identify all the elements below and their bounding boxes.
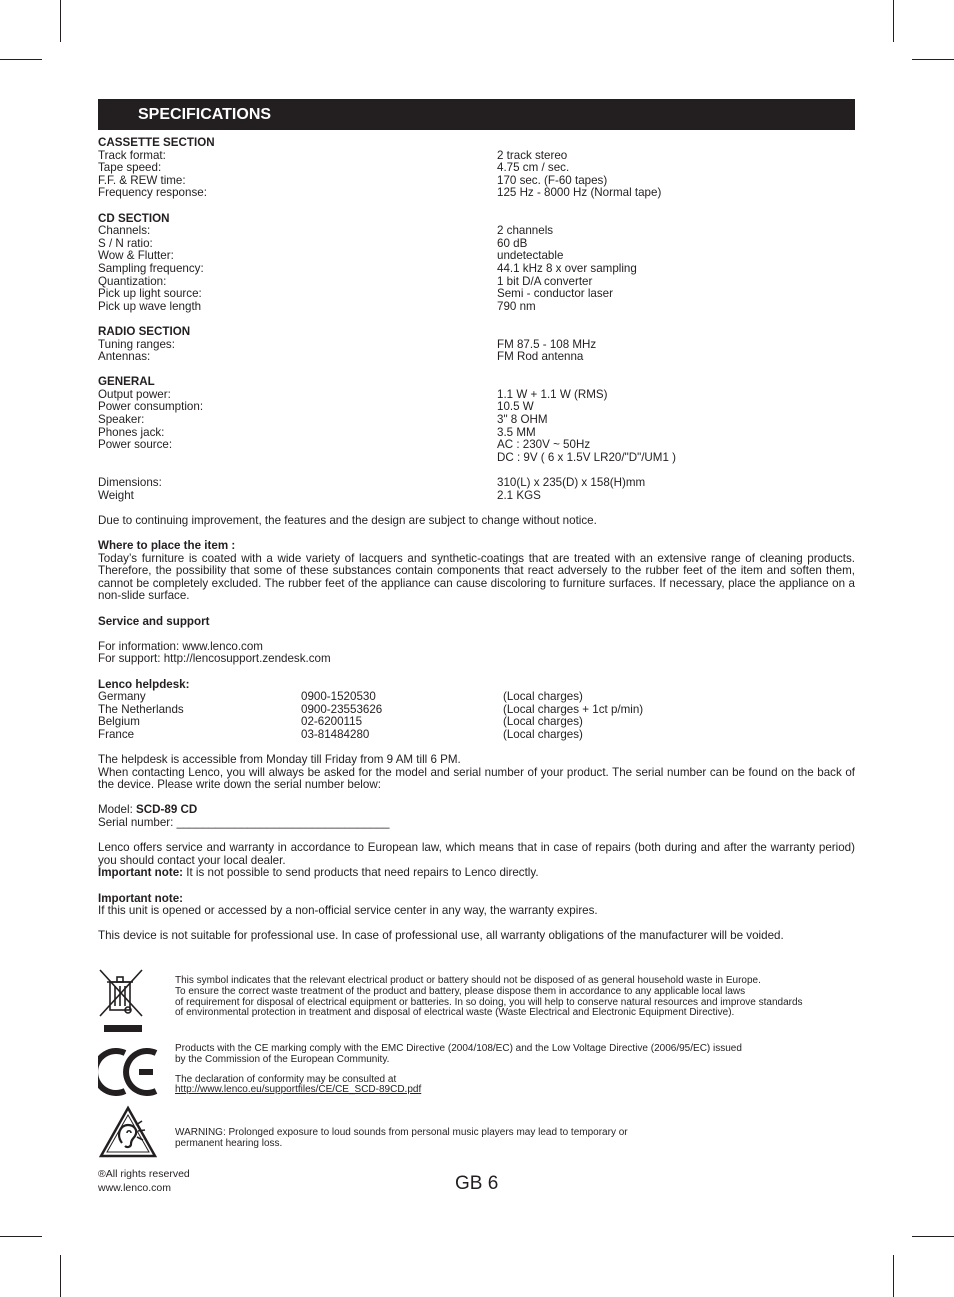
spec-value: 3.5 MM	[497, 425, 536, 439]
spec-value: 310(L) x 235(D) x 158(H)mm	[497, 476, 646, 490]
spec-row	[98, 301, 855, 314]
spec-label: Phones jack:	[98, 425, 165, 439]
placement-body: Today’s furniture is coated with a wide variety of lacquers and synthetic-coatings that are treated with an extensive range of cleaning products. Therefore, the possibility that some of these substances contain components that react adversely to the rubber feet of the item and soften them, cannot be completely excluded. The rubber feet of the appliance can cause discoloring to furniture surfaces. If necessary, place the appliance on a non-slide surface.	[98, 551, 855, 603]
spec-value: 60 dB	[497, 236, 528, 250]
spec-value: undetectable	[497, 249, 564, 263]
serial-line	[98, 817, 855, 830]
spec-value: 1.1 W + 1.1 W (RMS)	[497, 387, 608, 401]
ce-text	[175, 1044, 742, 1096]
weee-line: To ensure the correct waste treatment of the product and battery, please dispose them in accordance to any applicable local laws	[175, 985, 746, 997]
crop-mark	[60, 0, 61, 42]
placement-title: Where to place the item :	[98, 539, 236, 552]
hearing-warning-icon	[98, 1105, 158, 1163]
spec-label: Antennas:	[98, 350, 151, 364]
serial-label: Serial number:	[98, 816, 177, 830]
spec-row	[98, 238, 855, 251]
helpdesk-phone: 03-81484280	[301, 727, 370, 741]
spec-value: FM 87.5 - 108 MHz	[497, 337, 597, 351]
radio-section-title: RADIO SECTION	[98, 324, 191, 338]
spec-row	[98, 452, 855, 465]
professional-use-notice: This device is not suitable for professional use. In case of professional use, all warranty obligations of the manufacturer will be voided.	[98, 929, 784, 943]
hearing-warning-text	[175, 1128, 628, 1150]
spec-row	[98, 339, 855, 352]
ce-line: Products with the CE marking comply with the EMC Directive (2004/108/EC) and the Low Voltage Directive (2006/95/EC) issued	[175, 1043, 742, 1054]
weee-notice	[98, 968, 855, 1034]
ce-line: by the Commission of the European Community.	[175, 1053, 390, 1065]
important-note-text: If this unit is opened or accessed by a non-official service center in any way, the warranty expires.	[98, 904, 598, 918]
spec-label: Pick up light source:	[98, 287, 202, 301]
spec-label: Dimensions:	[98, 476, 162, 490]
spec-label: F.F. & REW time:	[98, 173, 186, 187]
spec-row	[98, 250, 855, 263]
warranty-important	[98, 867, 855, 880]
spec-value: AC : 230V ~ 50Hz	[497, 438, 591, 452]
service-support: For support: http://lencosupport.zendesk.com	[98, 652, 331, 666]
ce-line: The declaration of conformity may be consulted at	[175, 1073, 397, 1085]
spec-row	[98, 187, 855, 200]
spec-label: Tape speed:	[98, 161, 162, 175]
ce-mark-icon	[98, 1046, 160, 1102]
spec-value: Semi - conductor laser	[497, 287, 613, 301]
spec-value: 3" 8 OHM	[497, 413, 548, 427]
helpdesk-phone: 02-6200115	[301, 715, 363, 729]
spec-row	[98, 490, 855, 503]
spec-value: 4.75 cm / sec.	[497, 161, 570, 175]
spec-row	[98, 389, 855, 402]
ce-notice	[98, 1043, 855, 1099]
spec-row	[98, 150, 855, 163]
helpdesk-row	[98, 716, 855, 729]
spec-value: FM Rod antenna	[497, 350, 584, 364]
serial-blank: _________________________________	[176, 816, 390, 830]
hearing-warning-notice	[98, 1105, 855, 1159]
spec-label: Channels:	[98, 224, 151, 238]
spec-label: Speaker:	[98, 413, 145, 427]
helpdesk-country: The Netherlands	[98, 702, 184, 716]
weee-line: of requirement for disposal of electrical equipment or batteries. In so doing, you will help to conserve natural resources and improve standards	[175, 996, 803, 1008]
weee-line: This symbol indicates that the relevant electrical product or battery should not be disposed of as general household waste in Europe.	[175, 975, 761, 986]
helpdesk-contact: When contacting Lenco, you will always be asked for the model and serial number of your product. The serial number can be found on the back of the device. Please write down the serial number below:	[98, 765, 855, 792]
crop-mark	[60, 1255, 61, 1297]
important-note-title: Important note:	[98, 891, 184, 905]
spec-label: Tuning ranges:	[98, 337, 175, 351]
page-number: GB 6	[455, 1173, 499, 1194]
spec-label: Frequency response:	[98, 186, 207, 200]
service-title: Service and support	[98, 614, 210, 628]
spec-label: Output power:	[98, 387, 171, 401]
model-label: Model:	[98, 803, 137, 817]
spec-value: 790 nm	[497, 299, 536, 313]
helpdesk-row	[98, 691, 855, 704]
model-value: SCD-89 CD	[136, 803, 198, 817]
spec-row	[98, 288, 855, 301]
spec-label: Weight	[98, 488, 134, 502]
spec-label: Sampling frequency:	[98, 261, 204, 275]
helpdesk-row	[98, 704, 855, 717]
spec-row	[98, 162, 855, 175]
weee-bin-icon	[98, 968, 146, 1038]
spec-row	[98, 276, 855, 289]
spec-label: Pick up wave length	[98, 299, 202, 313]
cd-spec-list	[98, 225, 855, 313]
helpdesk-row	[98, 729, 855, 742]
spec-row	[98, 263, 855, 276]
helpdesk-phone: 0900-23553626	[301, 702, 383, 716]
helpdesk-country: Belgium	[98, 715, 140, 729]
crop-mark	[0, 59, 42, 60]
footer	[98, 1167, 190, 1195]
service-info: For information: www.lenco.com	[98, 639, 263, 653]
warranty-text: Lenco offers service and warranty in accordance to European law, which means that in case of repairs (both during and after the warranty period) you should contact your local dealer.	[98, 841, 855, 867]
helpdesk-country: Germany	[98, 690, 146, 704]
helpdesk-country: France	[98, 727, 135, 741]
weee-text	[175, 976, 803, 1019]
cassette-section-title: CASSETTE SECTION	[98, 136, 215, 149]
spec-label: Wow & Flutter:	[98, 249, 174, 263]
rights-reserved: ®All rights reserved	[98, 1168, 190, 1180]
helpdesk-charge: (Local charges)	[503, 727, 583, 741]
cd-section-title: CD SECTION	[98, 211, 170, 225]
hearing-line: permanent hearing loss.	[175, 1137, 283, 1149]
spec-row	[98, 439, 855, 452]
spec-row	[98, 401, 855, 414]
crop-mark	[912, 1236, 954, 1237]
spec-value: 2.1 KGS	[497, 488, 541, 502]
improvement-notice: Due to continuing improvement, the features and the design are subject to change without notice.	[98, 513, 597, 527]
helpdesk-charge: (Local charges)	[503, 715, 583, 729]
helpdesk-hours: The helpdesk is accessible from Monday till Friday from 9 AM till 6 PM.	[98, 753, 461, 767]
helpdesk-charge: (Local charges + 1ct p/min)	[503, 702, 644, 716]
spec-label: Power source:	[98, 438, 173, 452]
spec-row	[98, 414, 855, 427]
spec-row	[98, 175, 855, 188]
crop-mark	[893, 1255, 894, 1297]
spec-row	[98, 477, 855, 490]
ce-declaration-link[interactable]: http://www.lenco.eu/supportfiles/CE/CE_SCD-89CD.pdf	[175, 1084, 422, 1096]
helpdesk-title: Lenco helpdesk:	[98, 677, 190, 691]
weee-line: of environmental protection in treatment and disposal of electrical waste (Waste Electrical and Electronic Equipment Directive).	[175, 1007, 735, 1019]
spec-value: 125 Hz - 8000 Hz (Normal tape)	[497, 186, 662, 200]
spec-value: 2 channels	[497, 224, 554, 238]
crop-mark	[912, 59, 954, 60]
hearing-line: WARNING: Prolonged exposure to loud sounds from personal music players may lead to temporary or	[175, 1127, 628, 1138]
footer-website: www.lenco.com	[98, 1182, 171, 1194]
helpdesk-phone: 0900-1520530	[301, 690, 376, 704]
spec-row	[98, 427, 855, 440]
crop-mark	[0, 1236, 42, 1237]
important-text: It is not possible to send products that need repairs to Lenco directly.	[183, 866, 539, 880]
radio-spec-list	[98, 339, 855, 364]
general-spec-list	[98, 389, 855, 502]
main-content	[98, 137, 855, 943]
spec-label: Power consumption:	[98, 400, 204, 414]
spec-value: 10.5 W	[497, 400, 534, 414]
spec-value: DC : 9V ( 6 x 1.5V LR20/"D"/UM1 )	[497, 450, 676, 464]
spec-label	[98, 452, 497, 465]
general-section-title: GENERAL	[98, 375, 155, 389]
spec-label: Quantization:	[98, 274, 167, 288]
spec-row	[98, 351, 855, 364]
spec-value: 170 sec. (F-60 tapes)	[497, 173, 608, 187]
spec-row	[98, 225, 855, 238]
cassette-spec-list	[98, 150, 855, 200]
spec-value: 44.1 kHz 8 x over sampling	[497, 261, 637, 275]
spec-label: Track format:	[98, 148, 166, 162]
helpdesk-table	[98, 691, 855, 741]
page-title: SPECIFICATIONS	[98, 99, 855, 130]
spec-label: S / N ratio:	[98, 236, 153, 250]
crop-mark	[893, 0, 894, 42]
helpdesk-charge: (Local charges)	[503, 690, 583, 704]
important-label: Important note:	[98, 866, 184, 880]
spec-value: 1 bit D/A converter	[497, 274, 593, 288]
spec-value: 2 track stereo	[497, 148, 568, 162]
